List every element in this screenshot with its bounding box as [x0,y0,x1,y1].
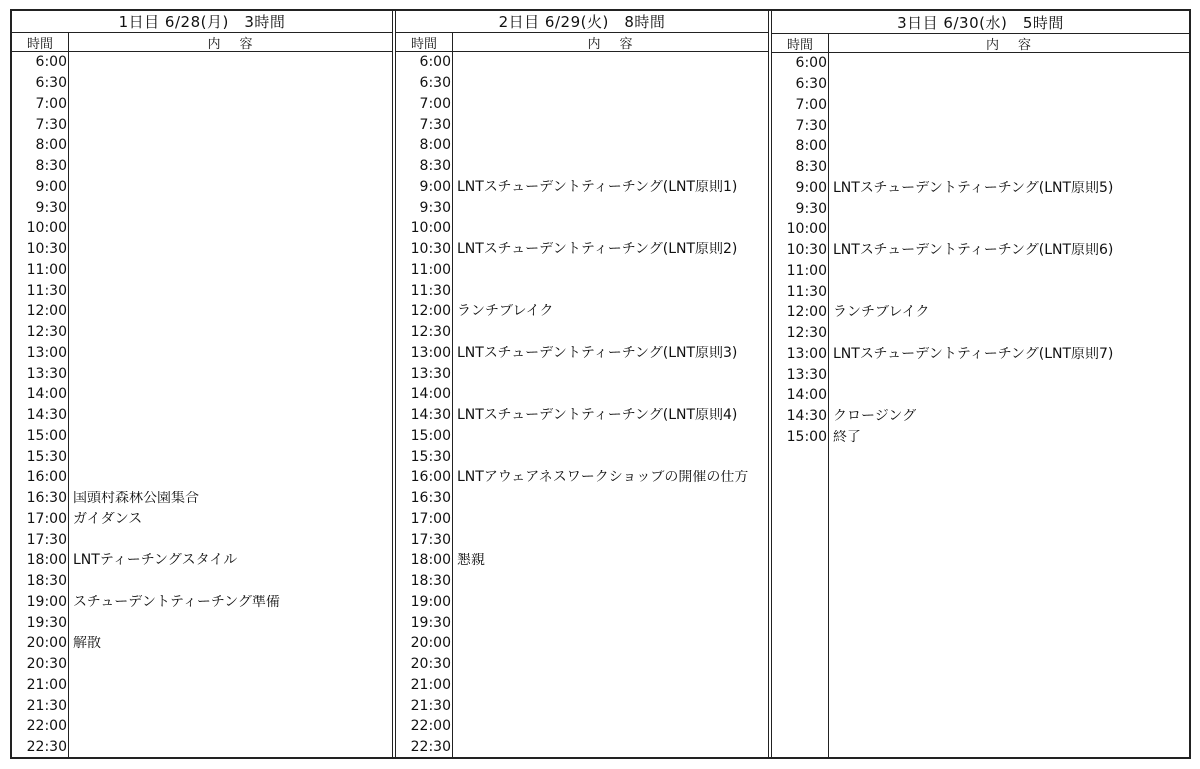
time-cell: 12:30 [786,325,827,342]
time-cell: 16:30 [26,490,67,507]
schedule-row [12,52,392,73]
schedule-row [12,135,392,156]
schedule-row [396,675,768,696]
time-cell: 7:30 [419,116,451,133]
schedule-row [772,406,1189,427]
day-column [12,11,392,757]
schedule-row [12,94,392,115]
time-cell: 18:30 [410,573,451,590]
schedule-rows [772,53,1189,757]
schedule-row [396,260,768,281]
time-cell: 15:00 [410,427,451,444]
activity-cell: LNTスチューデントティーチング(LNT原則7) [833,346,1114,361]
time-cell: 14:30 [410,407,451,424]
schedule-row [12,633,392,654]
schedule-row [772,74,1189,95]
schedule-row [396,177,768,198]
schedule-row [12,156,392,177]
schedule-row [12,280,392,301]
schedule-row [396,405,768,426]
content-header-char: 内 [985,37,1000,53]
schedule-row [12,73,392,94]
time-cell: 9:00 [35,178,67,195]
schedule-row [772,364,1189,385]
activity-cell: ガイダンス [73,511,143,526]
schedule-row [772,219,1189,240]
content-column-header [69,33,392,51]
time-cell: 12:00 [786,304,827,321]
time-cell: 9:00 [419,178,451,195]
schedule-rows [12,52,392,758]
time-cell: 8:00 [419,137,451,154]
schedule-row [396,592,768,613]
time-cell: 6:30 [419,75,451,92]
time-cell: 14:00 [410,386,451,403]
schedule-row [396,529,768,550]
schedule-row [772,198,1189,219]
schedule-row [396,322,768,343]
time-cell: 17:00 [410,510,451,527]
schedule-row [396,73,768,94]
content-header-char: 容 [1018,37,1033,53]
time-cell: 21:00 [410,676,451,693]
schedule-row [396,135,768,156]
time-cell: 19:00 [410,593,451,610]
time-cell: 22:00 [26,718,67,735]
schedule-row [12,405,392,426]
time-cell: 10:30 [410,241,451,258]
schedule-row [396,301,768,322]
day-header: 1日目 6/28(月) 3時間 [12,11,392,33]
time-column-header: 時間 [396,33,453,51]
time-cell: 20:00 [410,635,451,652]
time-cell: 17:30 [26,531,67,548]
schedule-row [772,157,1189,178]
time-cell: 10:30 [26,241,67,258]
time-cell: 13:00 [410,344,451,361]
schedule-row [772,178,1189,199]
content-header-char: 容 [619,36,634,52]
time-cell: 7:30 [35,116,67,133]
time-cell: 20:30 [410,656,451,673]
schedule-row [12,488,392,509]
activity-cell: 懇親 [457,553,485,568]
time-cell: 6:30 [795,76,827,93]
column-header-row [12,33,392,52]
activity-cell: LNTスチューデントティーチング(LNT原則3) [457,345,738,360]
time-cell: 10:30 [786,242,827,259]
time-cell: 19:00 [26,593,67,610]
time-cell: 14:30 [786,408,827,425]
time-cell: 18:00 [410,552,451,569]
schedule-row [12,612,392,633]
day-header: 2日目 6/29(火) 8時間 [396,11,768,33]
schedule-row [772,53,1189,74]
time-cell: 9:30 [35,199,67,216]
schedule-row [396,114,768,135]
schedule-row [12,716,392,737]
content-header-char: 容 [239,36,254,52]
time-cell: 12:30 [26,324,67,341]
schedule-row [12,550,392,571]
time-cell: 12:30 [410,324,451,341]
time-cell: 6:00 [35,54,67,71]
schedule-row [12,509,392,530]
day-header: 3日目 6/30(水) 5時間 [772,11,1189,34]
time-cell: 9:30 [795,200,827,217]
time-cell: 11:30 [786,283,827,300]
activity-cell: 終了 [833,429,861,444]
content-column-header [453,33,768,51]
schedule-rows [396,52,768,758]
schedule-row [396,612,768,633]
time-cell: 21:30 [26,697,67,714]
column-header-row [396,33,768,52]
time-cell: 8:30 [35,158,67,175]
schedule-row [12,197,392,218]
time-cell: 8:00 [35,137,67,154]
schedule-row [772,95,1189,116]
time-cell: 6:30 [35,75,67,92]
day-column [768,11,1189,757]
time-cell: 9:00 [795,179,827,196]
time-cell: 9:30 [419,199,451,216]
time-cell: 11:30 [26,282,67,299]
time-cell: 10:00 [26,220,67,237]
schedule-row [12,384,392,405]
time-cell: 11:30 [410,282,451,299]
time-cell: 13:30 [410,365,451,382]
time-cell: 7:00 [795,96,827,113]
time-cell: 12:00 [410,303,451,320]
content-header-char: 内 [207,36,222,52]
time-cell: 13:30 [26,365,67,382]
time-cell: 21:30 [410,697,451,714]
schedule-row [772,323,1189,344]
schedule-row [12,446,392,467]
schedule-row [396,384,768,405]
activity-cell: LNTスチューデントティーチング(LNT原則4) [457,408,738,423]
time-cell: 11:00 [786,262,827,279]
time-cell: 18:00 [26,552,67,569]
time-cell: 16:00 [410,469,451,486]
schedule-row [396,94,768,115]
schedule-row [396,280,768,301]
schedule-row [396,343,768,364]
schedule-table [10,9,1191,759]
schedule-row [12,467,392,488]
schedule-row [772,385,1189,406]
time-cell: 10:00 [410,220,451,237]
schedule-row [772,344,1189,365]
time-cell: 13:00 [26,344,67,361]
time-cell: 6:00 [419,54,451,71]
time-cell: 8:30 [419,158,451,175]
activity-cell: クロージング [833,409,917,424]
content-column-header [829,34,1189,52]
time-cell: 7:00 [419,95,451,112]
time-cell: 15:30 [26,448,67,465]
schedule-row [12,114,392,135]
time-cell: 6:00 [795,55,827,72]
schedule-row [396,52,768,73]
schedule-row [12,675,392,696]
schedule-row [396,426,768,447]
time-cell: 20:00 [26,635,67,652]
schedule-row [12,177,392,198]
activity-cell: LNTアウェアネスワークショップの開催の仕方 [457,470,749,485]
time-column-header: 時間 [772,34,829,52]
schedule-row [12,343,392,364]
schedule-row [396,446,768,467]
time-cell: 14:00 [786,387,827,404]
time-cell: 10:00 [786,221,827,238]
schedule-row [12,737,392,758]
schedule-row [12,529,392,550]
schedule-row [772,427,1189,448]
time-cell: 15:00 [786,428,827,445]
time-cell: 13:30 [786,366,827,383]
time-cell: 20:30 [26,656,67,673]
schedule-row [12,322,392,343]
activity-cell: LNTスチューデントティーチング(LNT原則5) [833,180,1114,195]
schedule-row [396,695,768,716]
time-cell: 22:30 [410,739,451,756]
schedule-row [772,115,1189,136]
time-cell: 8:30 [795,159,827,176]
activity-cell: LNTティーチングスタイル [73,553,238,568]
time-cell: 19:30 [410,614,451,631]
time-cell: 16:30 [410,490,451,507]
schedule-row [396,633,768,654]
schedule-row [12,218,392,239]
schedule-row [396,156,768,177]
time-cell: 7:00 [35,95,67,112]
activity-cell: ランチブレイク [457,304,554,319]
schedule-row [396,239,768,260]
schedule-row [772,240,1189,261]
time-cell: 12:00 [26,303,67,320]
schedule-row [12,426,392,447]
schedule-row [396,197,768,218]
activity-cell: LNTスチューデントティーチング(LNT原則6) [833,243,1114,258]
column-header-row [772,34,1189,53]
schedule-row [396,218,768,239]
activity-cell: 解散 [73,636,101,651]
schedule-row [12,239,392,260]
activity-cell: スチューデントティーチング準備 [73,594,280,609]
schedule-row [12,654,392,675]
schedule-row [396,654,768,675]
time-cell: 8:00 [795,138,827,155]
schedule-row [772,302,1189,323]
schedule-row [396,716,768,737]
schedule-row [396,488,768,509]
time-cell: 21:00 [26,676,67,693]
schedule-row [396,550,768,571]
schedule-row [12,592,392,613]
time-cell: 14:30 [26,407,67,424]
time-cell: 16:00 [26,469,67,486]
schedule-row [772,261,1189,282]
content-header-char: 内 [587,36,602,52]
schedule-row [12,363,392,384]
time-cell: 15:30 [410,448,451,465]
schedule-row [396,509,768,530]
schedule-row [772,136,1189,157]
time-column-header: 時間 [12,33,69,51]
activity-cell: LNTスチューデントティーチング(LNT原則2) [457,242,738,257]
time-cell: 22:30 [26,739,67,756]
time-cell: 7:30 [795,117,827,134]
activity-cell: LNTスチューデントティーチング(LNT原則1) [457,179,738,194]
time-cell: 11:00 [26,261,67,278]
time-cell: 19:30 [26,614,67,631]
activity-cell: 国頭村森林公園集合 [73,491,199,506]
time-cell: 14:00 [26,386,67,403]
schedule-row [396,737,768,758]
day-column [392,11,768,757]
schedule-row [12,571,392,592]
schedule-row [12,301,392,322]
schedule-row [396,467,768,488]
time-cell: 17:30 [410,531,451,548]
time-cell: 11:00 [410,261,451,278]
time-cell: 17:00 [26,510,67,527]
schedule-row [396,571,768,592]
time-cell: 15:00 [26,427,67,444]
time-cell: 18:30 [26,573,67,590]
schedule-row [12,695,392,716]
schedule-row [772,281,1189,302]
time-cell: 13:00 [786,345,827,362]
activity-cell: ランチブレイク [833,305,930,320]
schedule-row [396,363,768,384]
schedule-row [12,260,392,281]
time-cell: 22:00 [410,718,451,735]
